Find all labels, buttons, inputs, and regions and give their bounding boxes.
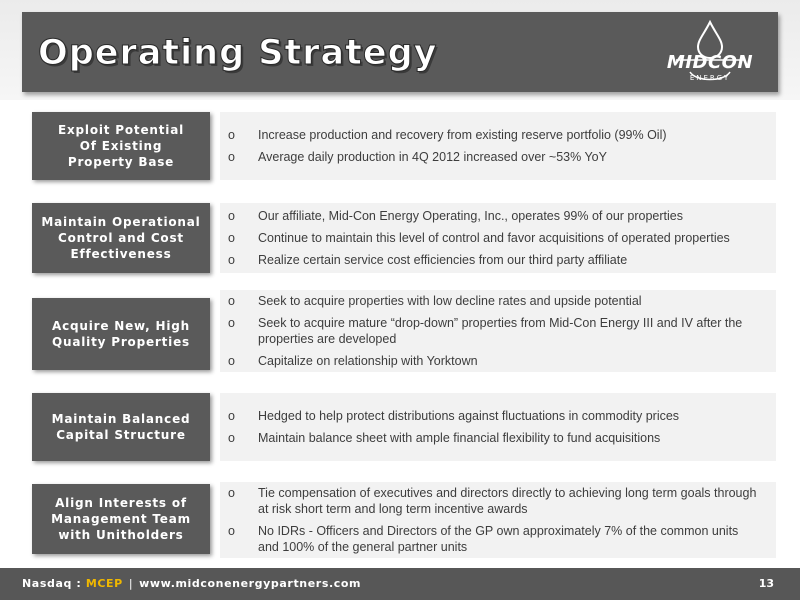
bullet-marker: o — [228, 128, 235, 142]
bullet-marker: o — [228, 486, 235, 500]
list-item — [228, 293, 758, 309]
strategy-label: Maintain Balanced Capital Structure — [32, 393, 210, 461]
bullet-text: Capitalize on relationship with Yorktown — [258, 354, 478, 368]
logo-wordmark: MIDCON — [666, 52, 754, 73]
bullet-text: Increase production and recovery from existing reserve portfolio (99% Oil) — [258, 128, 667, 142]
list-item — [228, 149, 758, 165]
bullet-marker: o — [228, 524, 235, 538]
strategy-label: Acquire New, High Quality Properties — [32, 298, 210, 370]
list-item — [228, 408, 758, 424]
strategy-content — [220, 203, 776, 273]
website-link[interactable]: www.midconenergypartners.com — [139, 577, 362, 590]
bullet-text: Hedged to help protect distributions against fluctuations in commodity prices — [258, 409, 680, 423]
strategy-label: Maintain Operational Control and Cost Effectiveness — [32, 203, 210, 273]
strategy-label: Align Interests of Management Team with Unitholders — [32, 484, 210, 554]
list-item — [228, 208, 758, 224]
list-item — [228, 430, 758, 446]
midcon-logo — [660, 16, 760, 90]
list-item — [228, 127, 758, 143]
bullet-text: Continue to maintain this level of control and favor acquisitions of operated properties — [258, 231, 730, 245]
strategy-content — [220, 290, 776, 372]
list-item — [228, 315, 758, 347]
bullet-text: Tie compensation of executives and directors directly to achieving long term goals through at risk short term and long term incentive awards — [258, 486, 757, 516]
bullet-text: Seek to acquire mature “drop-down” properties from Mid-Con Energy III and IV after the properties are developed — [258, 316, 743, 346]
exchange-label: Nasdaq : — [22, 577, 86, 590]
footer-info — [22, 577, 361, 590]
bullet-text: Seek to acquire properties with low decline rates and upside potential — [258, 294, 642, 308]
bullet-marker: o — [228, 431, 235, 445]
list-item — [228, 230, 758, 246]
bullet-text: Average daily production in 4Q 2012 increased over ~53% YoY — [258, 150, 607, 164]
bullet-marker: o — [228, 354, 235, 368]
bullet-marker: o — [228, 150, 235, 164]
ticker-symbol: MCEP — [85, 577, 123, 590]
page-number: 13 — [758, 577, 774, 590]
strategy-content — [220, 482, 776, 558]
strategy-content — [220, 112, 776, 180]
list-item — [228, 523, 758, 555]
bullet-text: Maintain balance sheet with ample financial flexibility to fund acquisitions — [258, 431, 661, 445]
title-bar — [22, 12, 778, 92]
footer — [0, 568, 800, 600]
strategy-label: Exploit Potential Of Existing Property Base — [32, 112, 210, 180]
bullet-marker: o — [228, 409, 235, 423]
bullet-marker: o — [228, 209, 235, 223]
bullet-marker: o — [228, 316, 235, 330]
logo-subtext: ENERGY — [689, 74, 731, 82]
bullet-marker: o — [228, 294, 235, 308]
strategy-content — [220, 393, 776, 461]
bullet-text: No IDRs - Officers and Directors of the GP own approximately 7% of the common units and 100% of the general partner units — [258, 524, 739, 554]
bullet-marker: o — [228, 253, 235, 267]
header — [0, 0, 800, 100]
bullet-marker: o — [228, 231, 235, 245]
bullet-text: Our affiliate, Mid-Con Energy Operating, Inc., operates 99% of our properties — [258, 209, 683, 223]
list-item — [228, 353, 758, 369]
footer-separator: | — [128, 577, 134, 590]
page-title: Operating Strategy — [38, 33, 438, 73]
list-item — [228, 252, 758, 268]
list-item — [228, 485, 758, 517]
bullet-text: Realize certain service cost efficiencies from our third party affiliate — [258, 253, 628, 267]
